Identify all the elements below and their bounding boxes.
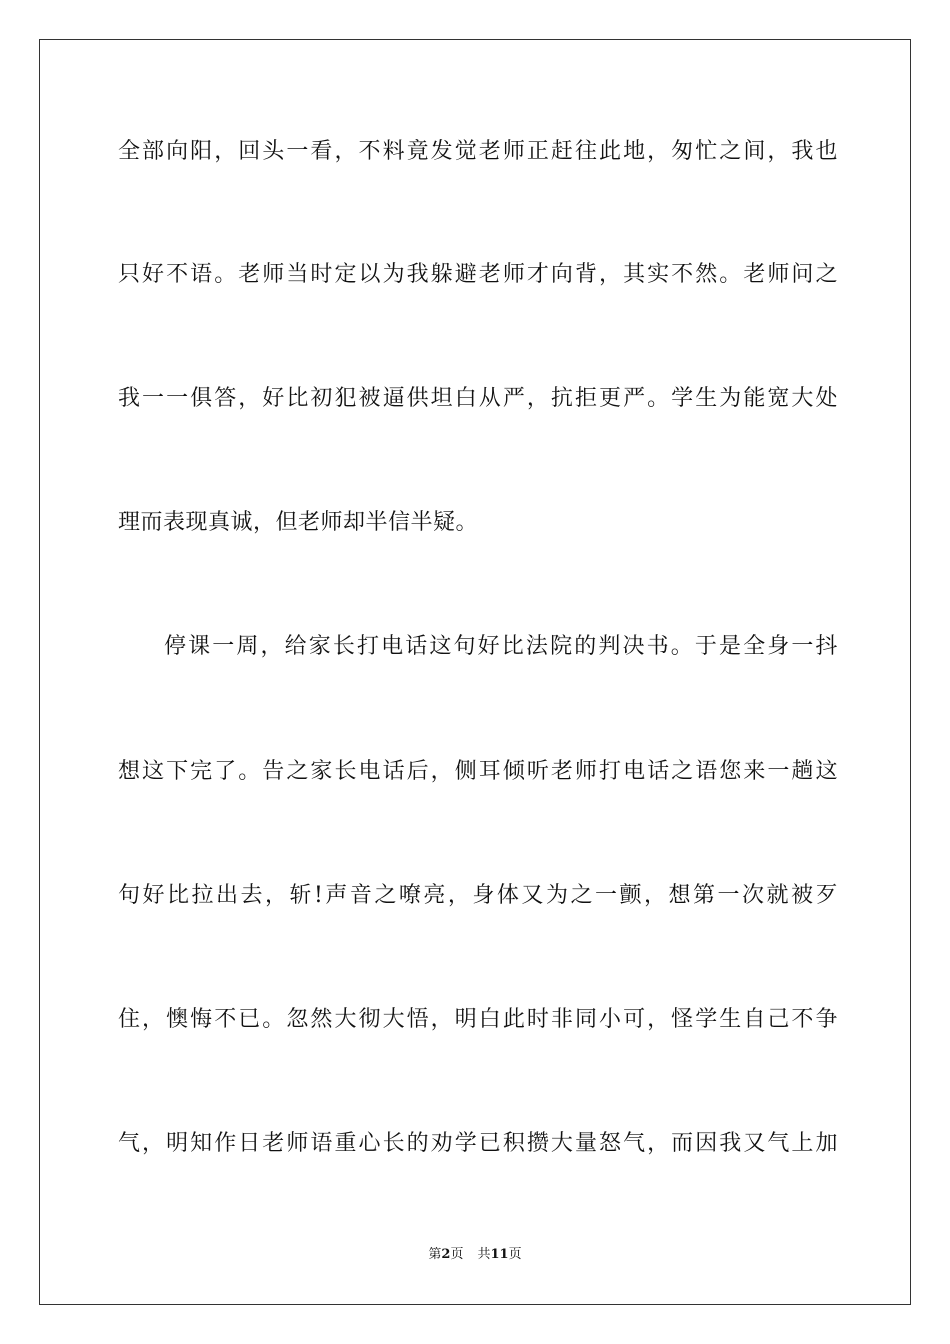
page-footer xyxy=(0,1246,950,1264)
total-pages: 11 xyxy=(490,1247,509,1262)
page-number: 2 xyxy=(441,1247,451,1262)
text-line: 理而表现真诚，但老师却半信半疑。 xyxy=(118,510,479,535)
text-line: 只好不语。老师当时定以为我躲避老师才向背，其实不然。老师问之 xyxy=(118,262,838,287)
page-border xyxy=(39,39,911,1305)
text-line: 气，明知作日老师语重心长的劝学已积攒大量怒气，而因我又气上加 xyxy=(118,1131,838,1156)
text-line: 全部向阳，回头一看，不料竟发觉老师正赶往此地，匆忙之间，我也 xyxy=(118,139,838,164)
text-line: 想这下完了。告之家长电话后，侧耳倾听老师打电话之语您来一趟这 xyxy=(118,759,838,784)
text-line: 住，懊悔不已。忽然大彻大悟，明白此时非同小可，怪学生自己不争 xyxy=(118,1007,838,1032)
text-line: 我一一俱答，好比初犯被逼供坦白从严，抗拒更严。学生为能宽大处 xyxy=(118,386,838,411)
paragraph-first-line: 停课一周，给家长打电话这句好比法院的判决书。于是全身一抖 xyxy=(164,634,838,659)
total-prefix: 共 xyxy=(477,1247,491,1262)
page-suffix: 页 xyxy=(450,1247,464,1262)
total-suffix: 页 xyxy=(508,1247,522,1262)
text-line: 句好比拉出去，斩!声音之嘹亮，身体又为之一颤，想第一次就被歹 xyxy=(118,883,838,908)
page-prefix: 第 xyxy=(428,1247,442,1262)
